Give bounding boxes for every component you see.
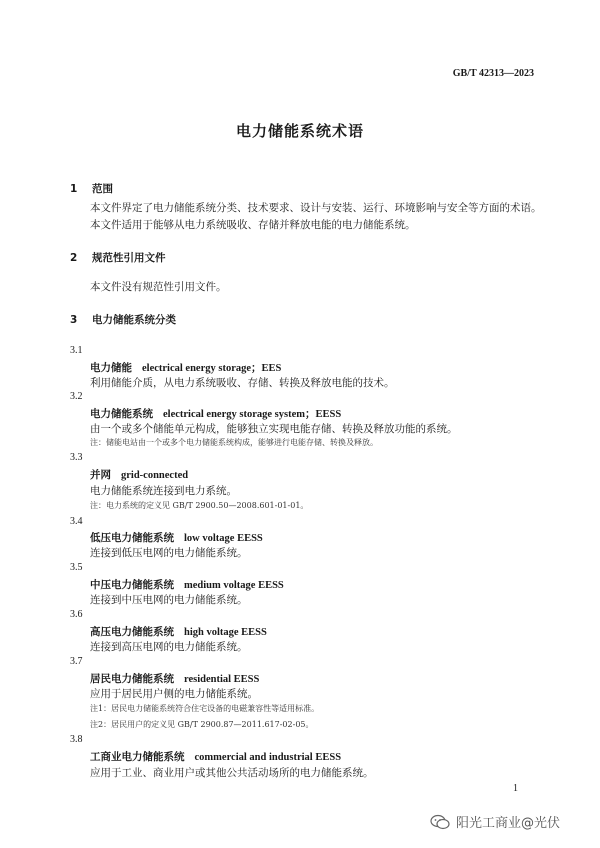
term-entry	[90, 406, 341, 421]
section-title: 范围	[92, 183, 113, 195]
term-definition: 应用于居民用户侧的电力储能系统。	[90, 688, 258, 700]
section-heading-classification	[70, 312, 176, 327]
term-note: 注：电力系统的定义见 GB/T 2900.50—2008.601-01-01。	[90, 501, 309, 510]
term-entry	[90, 530, 263, 545]
document-title: 电力储能系统术语	[235, 122, 364, 140]
section-heading-normative	[70, 250, 166, 265]
watermark	[430, 812, 560, 831]
term-en: medium voltage EESS	[184, 580, 284, 591]
normative-paragraph: 本文件没有规范性引用文件。	[90, 281, 227, 293]
term-en: electrical energy storage system；EESS	[163, 409, 342, 420]
term-definition: 电力储能系统连接到电力系统。	[90, 485, 237, 497]
term-en: commercial and industrial EESS	[194, 752, 342, 763]
clause-number: 3.7	[70, 656, 83, 667]
term-en: grid-connected	[121, 470, 189, 481]
term-zh: 电力储能系统	[90, 408, 153, 420]
term-zh: 电力储能	[90, 362, 132, 374]
term-zh: 中压电力储能系统	[90, 579, 174, 591]
term-en: high voltage EESS	[184, 627, 267, 638]
term-definition: 连接到高压电网的电力储能系统。	[90, 641, 248, 653]
term-entry	[90, 624, 267, 639]
section-title: 规范性引用文件	[92, 252, 166, 264]
clause-number: 3.2	[70, 391, 83, 402]
term-definition: 应用于工业、商业用户或其他公共活动场所的电力储能系统。	[90, 767, 374, 779]
term-definition: 由一个或多个储能单元构成，能够独立实现电能存储、转换及释放功能的系统。	[90, 423, 458, 435]
page-number: 1	[513, 783, 518, 794]
section-title: 电力储能系统分类	[92, 314, 176, 326]
term-en: low voltage EESS	[184, 533, 263, 544]
scope-paragraph: 本文件适用于能够从电力系统吸收、存储并释放电能的电力储能系统。	[90, 219, 416, 231]
clause-number: 3.8	[70, 734, 83, 745]
term-note: 注2：居民用户的定义见 GB/T 2900.87—2011.617-02-05。	[90, 720, 314, 729]
term-definition: 连接到低压电网的电力储能系统。	[90, 547, 248, 559]
term-entry	[90, 671, 259, 686]
clause-number: 3.5	[70, 562, 83, 573]
term-entry	[90, 467, 188, 482]
wechat-icon	[430, 814, 450, 830]
term-entry	[90, 749, 341, 764]
term-zh: 并网	[90, 469, 111, 481]
term-note: 注：储能电站由一个或多个电力储能系统构成，能够进行电能存储、转换及释放。	[90, 438, 378, 447]
clause-number: 3.3	[70, 452, 83, 463]
term-entry	[90, 577, 284, 592]
watermark-text: 阳光工商业@光伏	[455, 816, 560, 831]
term-definition: 连接到中压电网的电力储能系统。	[90, 594, 248, 606]
term-zh: 低压电力储能系统	[90, 532, 174, 544]
term-note: 注1：居民电力储能系统符合住宅设备的电磁兼容性等适用标准。	[90, 704, 320, 713]
standard-code: GB/T 42313—2023	[452, 68, 534, 79]
term-en: electrical energy storage；EES	[142, 363, 282, 374]
section-number: 3	[70, 314, 78, 326]
section-heading-scope	[70, 181, 113, 196]
clause-number: 3.1	[70, 345, 83, 356]
term-zh: 居民电力储能系统	[90, 673, 174, 685]
term-entry	[90, 360, 281, 375]
term-zh: 高压电力储能系统	[90, 626, 174, 638]
section-number: 2	[70, 252, 78, 264]
scope-paragraph: 本文件界定了电力储能系统分类、技术要求、设计与安装、运行、环境影响与安全等方面的术语。	[90, 202, 542, 214]
clause-number: 3.6	[70, 609, 83, 620]
term-definition: 利用储能介质，从电力系统吸收、存储、转换及释放电能的技术。	[90, 377, 395, 389]
term-zh: 工商业电力储能系统	[90, 751, 185, 763]
section-number: 1	[70, 183, 78, 195]
clause-number: 3.4	[70, 516, 83, 527]
term-en: residential EESS	[184, 674, 260, 685]
